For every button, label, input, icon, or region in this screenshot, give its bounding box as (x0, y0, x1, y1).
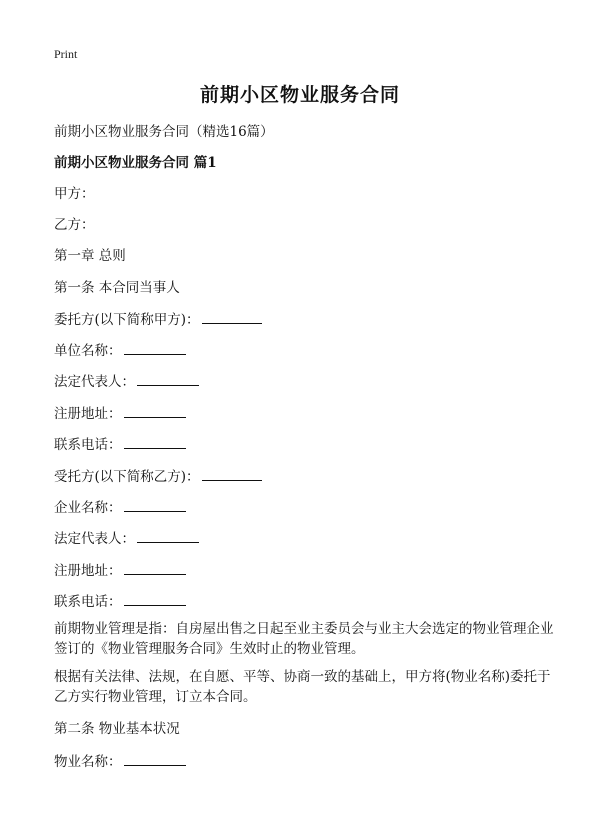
definition-paragraph: 前期物业管理是指：自房屋出售之日起至业主委员会与业主大会选定的物业管理企业签订的《物业管理服务合同》生效时止的物业管理。 (54, 621, 554, 657)
property-name-label: 物业名称： (54, 754, 122, 770)
party-a-label: 甲方： (54, 186, 95, 202)
legal-rep-1-row (54, 370, 199, 390)
company-name-row (54, 496, 186, 516)
entrusted-party-blank (202, 468, 262, 481)
entrusted-party-label: 受托方(以下简称乙方)： (54, 469, 200, 485)
reg-address-2-row (54, 559, 186, 579)
legal-rep-1-label: 法定代表人： (54, 374, 135, 390)
phone-1-label: 联系电话： (54, 437, 122, 453)
agreement-paragraph: 根据有关法律、法规，在自愿、平等、协商一致的基础上，甲方将(物业名称)委托于乙方实行物业管理，订立本合同。 (54, 669, 551, 705)
phone-2-label: 联系电话： (54, 594, 122, 610)
entrusting-party-blank (202, 311, 262, 324)
property-name-blank (124, 753, 186, 766)
entrusting-party-row (54, 308, 262, 328)
reg-address-2-blank (124, 562, 186, 575)
document-title: 前期小区物业服务合同 (199, 84, 400, 106)
company-name-blank (124, 499, 186, 512)
entrusting-party-label: 委托方(以下简称甲方)： (54, 312, 200, 328)
phone-2-row (54, 590, 186, 610)
reg-address-1-row (54, 402, 186, 422)
company-name-label: 企业名称： (54, 500, 122, 516)
phone-2-blank (124, 593, 186, 606)
property-name-row (54, 750, 186, 770)
unit-name-label: 单位名称： (54, 343, 122, 359)
unit-name-blank (124, 342, 186, 355)
reg-address-1-label: 注册地址： (54, 406, 122, 422)
legal-rep-2-blank (137, 530, 199, 543)
reg-address-2-label: 注册地址： (54, 563, 122, 579)
phone-1-row (54, 433, 186, 453)
entrusted-party-row (54, 465, 262, 485)
reg-address-1-blank (124, 405, 186, 418)
legal-rep-2-row (54, 527, 199, 547)
phone-1-blank (124, 436, 186, 449)
article-2-heading: 第二条 物业基本状况 (54, 721, 180, 737)
party-b-label: 乙方： (54, 217, 95, 233)
chapter-heading: 第一章 总则 (54, 248, 126, 264)
article-1-heading: 第一条 本合同当事人 (54, 280, 180, 296)
legal-rep-1-blank (137, 373, 199, 386)
unit-name-row (54, 339, 186, 359)
section-heading: 前期小区物业服务合同 篇1 (54, 155, 217, 171)
document-subtitle: 前期小区物业服务合同（精选16篇） (54, 124, 274, 140)
print-link[interactable]: Print (54, 47, 78, 61)
legal-rep-2-label: 法定代表人： (54, 531, 135, 547)
